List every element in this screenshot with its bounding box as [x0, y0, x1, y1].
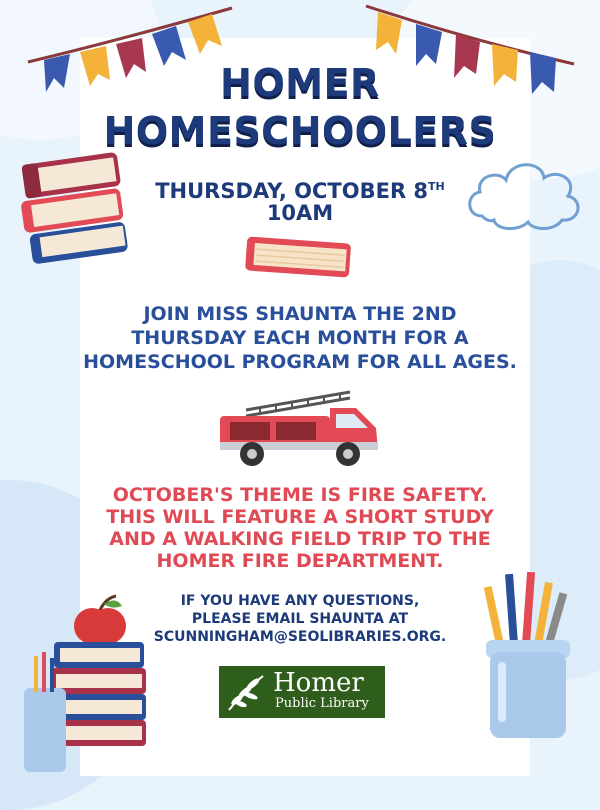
- contact-line: PLEASE EMAIL SHAUNTA AT: [191, 611, 409, 627]
- event-date: THURSDAY, OCTOBER 8TH: [155, 179, 445, 203]
- book-icon: [242, 234, 354, 282]
- theme-line: AND A WALKING FIELD TRIP TO THE: [109, 528, 491, 550]
- logo-name: Homer: [273, 668, 364, 698]
- leaf-logo-icon: [223, 670, 269, 714]
- page-title-line2: HOMESCHOOLERS: [103, 109, 497, 153]
- fire-truck-icon: [216, 386, 384, 474]
- apple-books-icon: [20, 592, 152, 776]
- theme-line: THIS WILL FEATURE A SHORT STUDY: [106, 506, 494, 528]
- library-logo: [219, 666, 385, 718]
- description-line: HOMESCHOOL PROGRAM FOR ALL AGES.: [83, 351, 517, 373]
- contact-line: IF YOU HAVE ANY QUESTIONS,: [180, 593, 420, 609]
- page-title-line1: HOMER: [220, 61, 380, 105]
- pencil-jar-icon: [478, 566, 578, 740]
- event-time: 10AM: [266, 201, 334, 225]
- description-line: JOIN MISS SHAUNTA THE 2ND: [143, 303, 457, 325]
- description-line: THURSDAY EACH MONTH FOR A: [131, 327, 469, 349]
- theme-line: OCTOBER'S THEME IS FIRE SAFETY.: [112, 484, 488, 506]
- logo-subtitle: Public Library: [275, 696, 369, 711]
- contact-email[interactable]: SCUNNINGHAM@SEOLIBRARIES.ORG.: [153, 629, 447, 645]
- theme-line: HOMER FIRE DEPARTMENT.: [156, 550, 444, 572]
